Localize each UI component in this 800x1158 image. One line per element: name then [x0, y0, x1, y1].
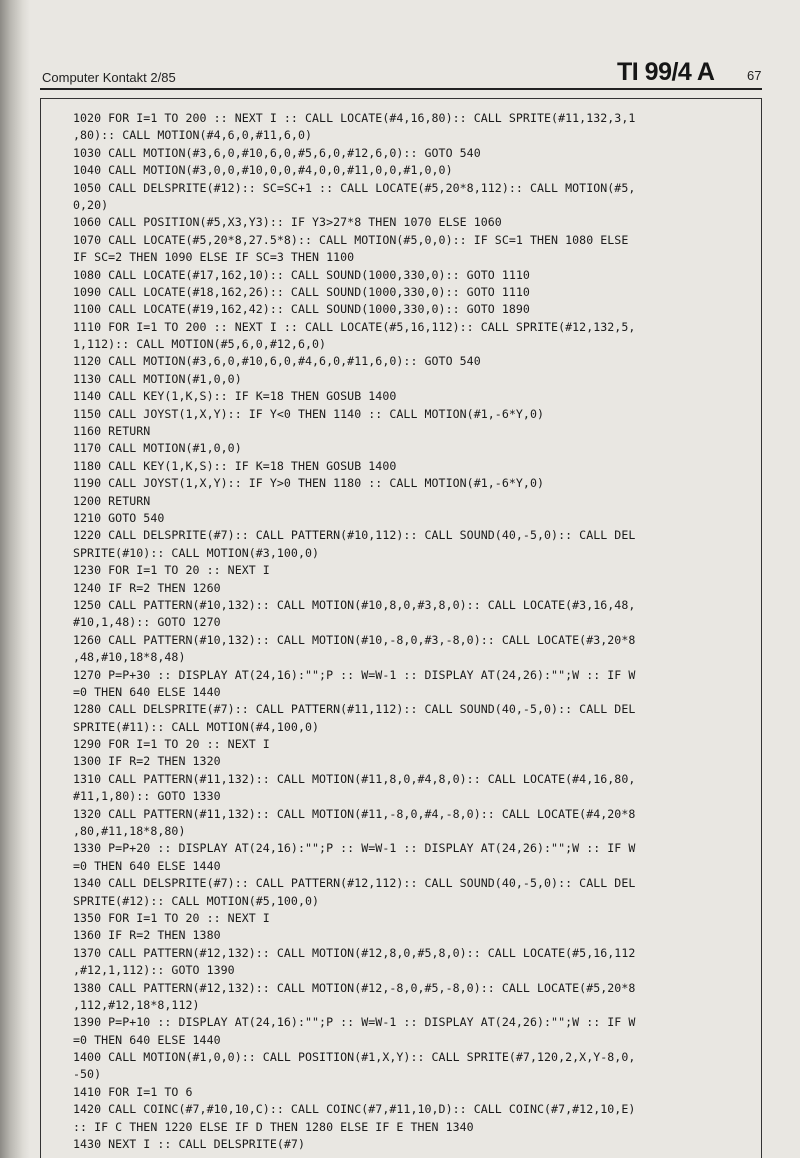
code-line: 1390 P=P+10 :: DISPLAY AT(24,16):"";P :: W=W-1 :: DISPLAY AT(24,26):"";W :: IF W: [73, 1015, 636, 1030]
code-line: 1280 CALL DELSPRITE(#7):: CALL PATTERN(#11,112):: CALL SOUND(40,-5,0):: CALL DEL: [73, 702, 636, 717]
code-line: #11,1,80):: GOTO 1330: [73, 789, 221, 804]
code-line: 1150 CALL JOYST(1,X,Y):: IF Y<0 THEN 1140 :: CALL MOTION(#1,-6*Y,0): [73, 406, 545, 421]
code-line: 1030 CALL MOTION(#3,6,0,#10,6,0,#5,6,0,#12,6,0):: GOTO 540: [73, 145, 481, 160]
code-line: 1,112):: CALL MOTION(#5,6,0,#12,6,0): [73, 337, 327, 352]
code-line: 1080 CALL LOCATE(#17,162,10):: CALL SOUND(1000,330,0):: GOTO 1110: [73, 267, 530, 282]
code-line: 1240 IF R=2 THEN 1260: [73, 580, 221, 595]
code-line: ,48,#10,18*8,48): [73, 650, 186, 665]
basic-program-listing: [73, 110, 753, 1153]
code-line: 1200 RETURN: [73, 493, 151, 508]
code-line: -50): [73, 1067, 102, 1082]
code-line: 1300 IF R=2 THEN 1320: [73, 754, 221, 769]
code-line: 1330 P=P+20 :: DISPLAY AT(24,16):"";P :: W=W-1 :: DISPLAY AT(24,26):"";W :: IF W: [73, 841, 636, 856]
code-line: 1320 CALL PATTERN(#11,132):: CALL MOTION(#11,-8,0,#4,-8,0):: CALL LOCATE(#4,20*8: [73, 806, 636, 821]
code-line: #10,1,48):: GOTO 1270: [73, 615, 221, 630]
code-line: =0 THEN 640 ELSE 1440: [73, 1032, 221, 1047]
code-line: 1110 FOR I=1 TO 200 :: NEXT I :: CALL LOCATE(#5,16,112):: CALL SPRITE(#12,132,5,: [73, 319, 636, 334]
code-line: 1430 NEXT I :: CALL DELSPRITE(#7): [73, 1137, 305, 1152]
code-line: 1120 CALL MOTION(#3,6,0,#10,6,0,#4,6,0,#11,6,0):: GOTO 540: [73, 354, 481, 369]
code-line: =0 THEN 640 ELSE 1440: [73, 684, 221, 699]
code-line: 1270 P=P+30 :: DISPLAY AT(24,16):"";P :: W=W-1 :: DISPLAY AT(24,26):"";W :: IF W: [73, 667, 636, 682]
code-line: 1040 CALL MOTION(#3,0,0,#10,0,0,#4,0,0,#11,0,0,#1,0,0): [73, 163, 453, 178]
code-line: 1400 CALL MOTION(#1,0,0):: CALL POSITION(#1,X,Y):: CALL SPRITE(#7,120,2,X,Y-8,0,: [73, 1050, 636, 1065]
code-line: 1370 CALL PATTERN(#12,132):: CALL MOTION(#12,8,0,#5,8,0):: CALL LOCATE(#5,16,112: [73, 945, 636, 960]
code-line: ,112,#12,18*8,112): [73, 997, 200, 1012]
code-line: ,80):: CALL MOTION(#4,6,0,#11,6,0): [73, 128, 313, 143]
code-line: 1160 RETURN: [73, 424, 151, 439]
code-line: 1220 CALL DELSPRITE(#7):: CALL PATTERN(#10,112):: CALL SOUND(40,-5,0):: CALL DEL: [73, 528, 636, 543]
code-line: 1060 CALL POSITION(#5,X3,Y3):: IF Y3>27*8 THEN 1070 ELSE 1060: [73, 215, 502, 230]
code-line: 1410 FOR I=1 TO 6: [73, 1084, 193, 1099]
code-line: SPRITE(#10):: CALL MOTION(#3,100,0): [73, 545, 320, 560]
page-gutter-shadow: [0, 0, 30, 1158]
code-line: 1130 CALL MOTION(#1,0,0): [73, 371, 242, 386]
code-line: 1090 CALL LOCATE(#18,162,26):: CALL SOUND(1000,330,0):: GOTO 1110: [73, 284, 530, 299]
page-number: 67: [747, 68, 762, 83]
code-line: 1180 CALL KEY(1,K,S):: IF K=18 THEN GOSUB 1400: [73, 458, 397, 473]
code-line: 1420 CALL COINC(#7,#10,10,C):: CALL COINC(#7,#11,10,D):: CALL COINC(#7,#12,10,E): [73, 1102, 636, 1117]
code-line: 1260 CALL PATTERN(#10,132):: CALL MOTION(#10,-8,0,#3,-8,0):: CALL LOCATE(#3,20*8: [73, 632, 636, 647]
code-line: 1250 CALL PATTERN(#10,132):: CALL MOTION(#10,8,0,#3,8,0):: CALL LOCATE(#3,16,48,: [73, 597, 636, 612]
code-line: 1340 CALL DELSPRITE(#7):: CALL PATTERN(#12,112):: CALL SOUND(40,-5,0):: CALL DEL: [73, 876, 636, 891]
code-line: IF SC=2 THEN 1090 ELSE IF SC=3 THEN 1100: [73, 250, 355, 265]
code-line: 1100 CALL LOCATE(#19,162,42):: CALL SOUND(1000,330,0):: GOTO 1890: [73, 302, 530, 317]
code-line: =0 THEN 640 ELSE 1440: [73, 858, 221, 873]
code-line: 1210 GOTO 540: [73, 510, 165, 525]
code-line: 1380 CALL PATTERN(#12,132):: CALL MOTION(#12,-8,0,#5,-8,0):: CALL LOCATE(#5,20*8: [73, 980, 636, 995]
code-line: 1190 CALL JOYST(1,X,Y):: IF Y>0 THEN 1180 :: CALL MOTION(#1,-6*Y,0): [73, 476, 545, 491]
code-line: SPRITE(#12):: CALL MOTION(#5,100,0): [73, 893, 320, 908]
header-rule: [40, 88, 762, 90]
code-line: ,80,#11,18*8,80): [73, 824, 186, 839]
code-line: 1230 FOR I=1 TO 20 :: NEXT I: [73, 563, 270, 578]
code-line: 1050 CALL DELSPRITE(#12):: SC=SC+1 :: CALL LOCATE(#5,20*8,112):: CALL MOTION(#5,: [73, 180, 636, 195]
code-line: 1290 FOR I=1 TO 20 :: NEXT I: [73, 737, 270, 752]
code-line: 1070 CALL LOCATE(#5,20*8,27.5*8):: CALL MOTION(#5,0,0):: IF SC=1 THEN 1080 ELSE: [73, 232, 629, 247]
code-line: 0,20): [73, 197, 109, 212]
code-line: SPRITE(#11):: CALL MOTION(#4,100,0): [73, 719, 320, 734]
code-line: 1140 CALL KEY(1,K,S):: IF K=18 THEN GOSUB 1400: [73, 389, 397, 404]
page-header: [0, 0, 800, 100]
code-line: 1310 CALL PATTERN(#11,132):: CALL MOTION(#11,8,0,#4,8,0):: CALL LOCATE(#4,16,80,: [73, 771, 636, 786]
code-line: 1350 FOR I=1 TO 20 :: NEXT I: [73, 910, 270, 925]
code-line: 1020 FOR I=1 TO 200 :: NEXT I :: CALL LOCATE(#4,16,80):: CALL SPRITE(#11,132,3,1: [73, 111, 636, 125]
code-line: 1170 CALL MOTION(#1,0,0): [73, 441, 242, 456]
magazine-issue: Computer Kontakt 2/85: [42, 70, 176, 85]
code-line: 1360 IF R=2 THEN 1380: [73, 928, 221, 943]
code-line: ,#12,1,112):: GOTO 1390: [73, 963, 235, 978]
computer-model-title: TI 99/4 A: [617, 58, 715, 86]
code-line: :: IF C THEN 1220 ELSE IF D THEN 1280 ELSE IF E THEN 1340: [73, 1119, 474, 1134]
